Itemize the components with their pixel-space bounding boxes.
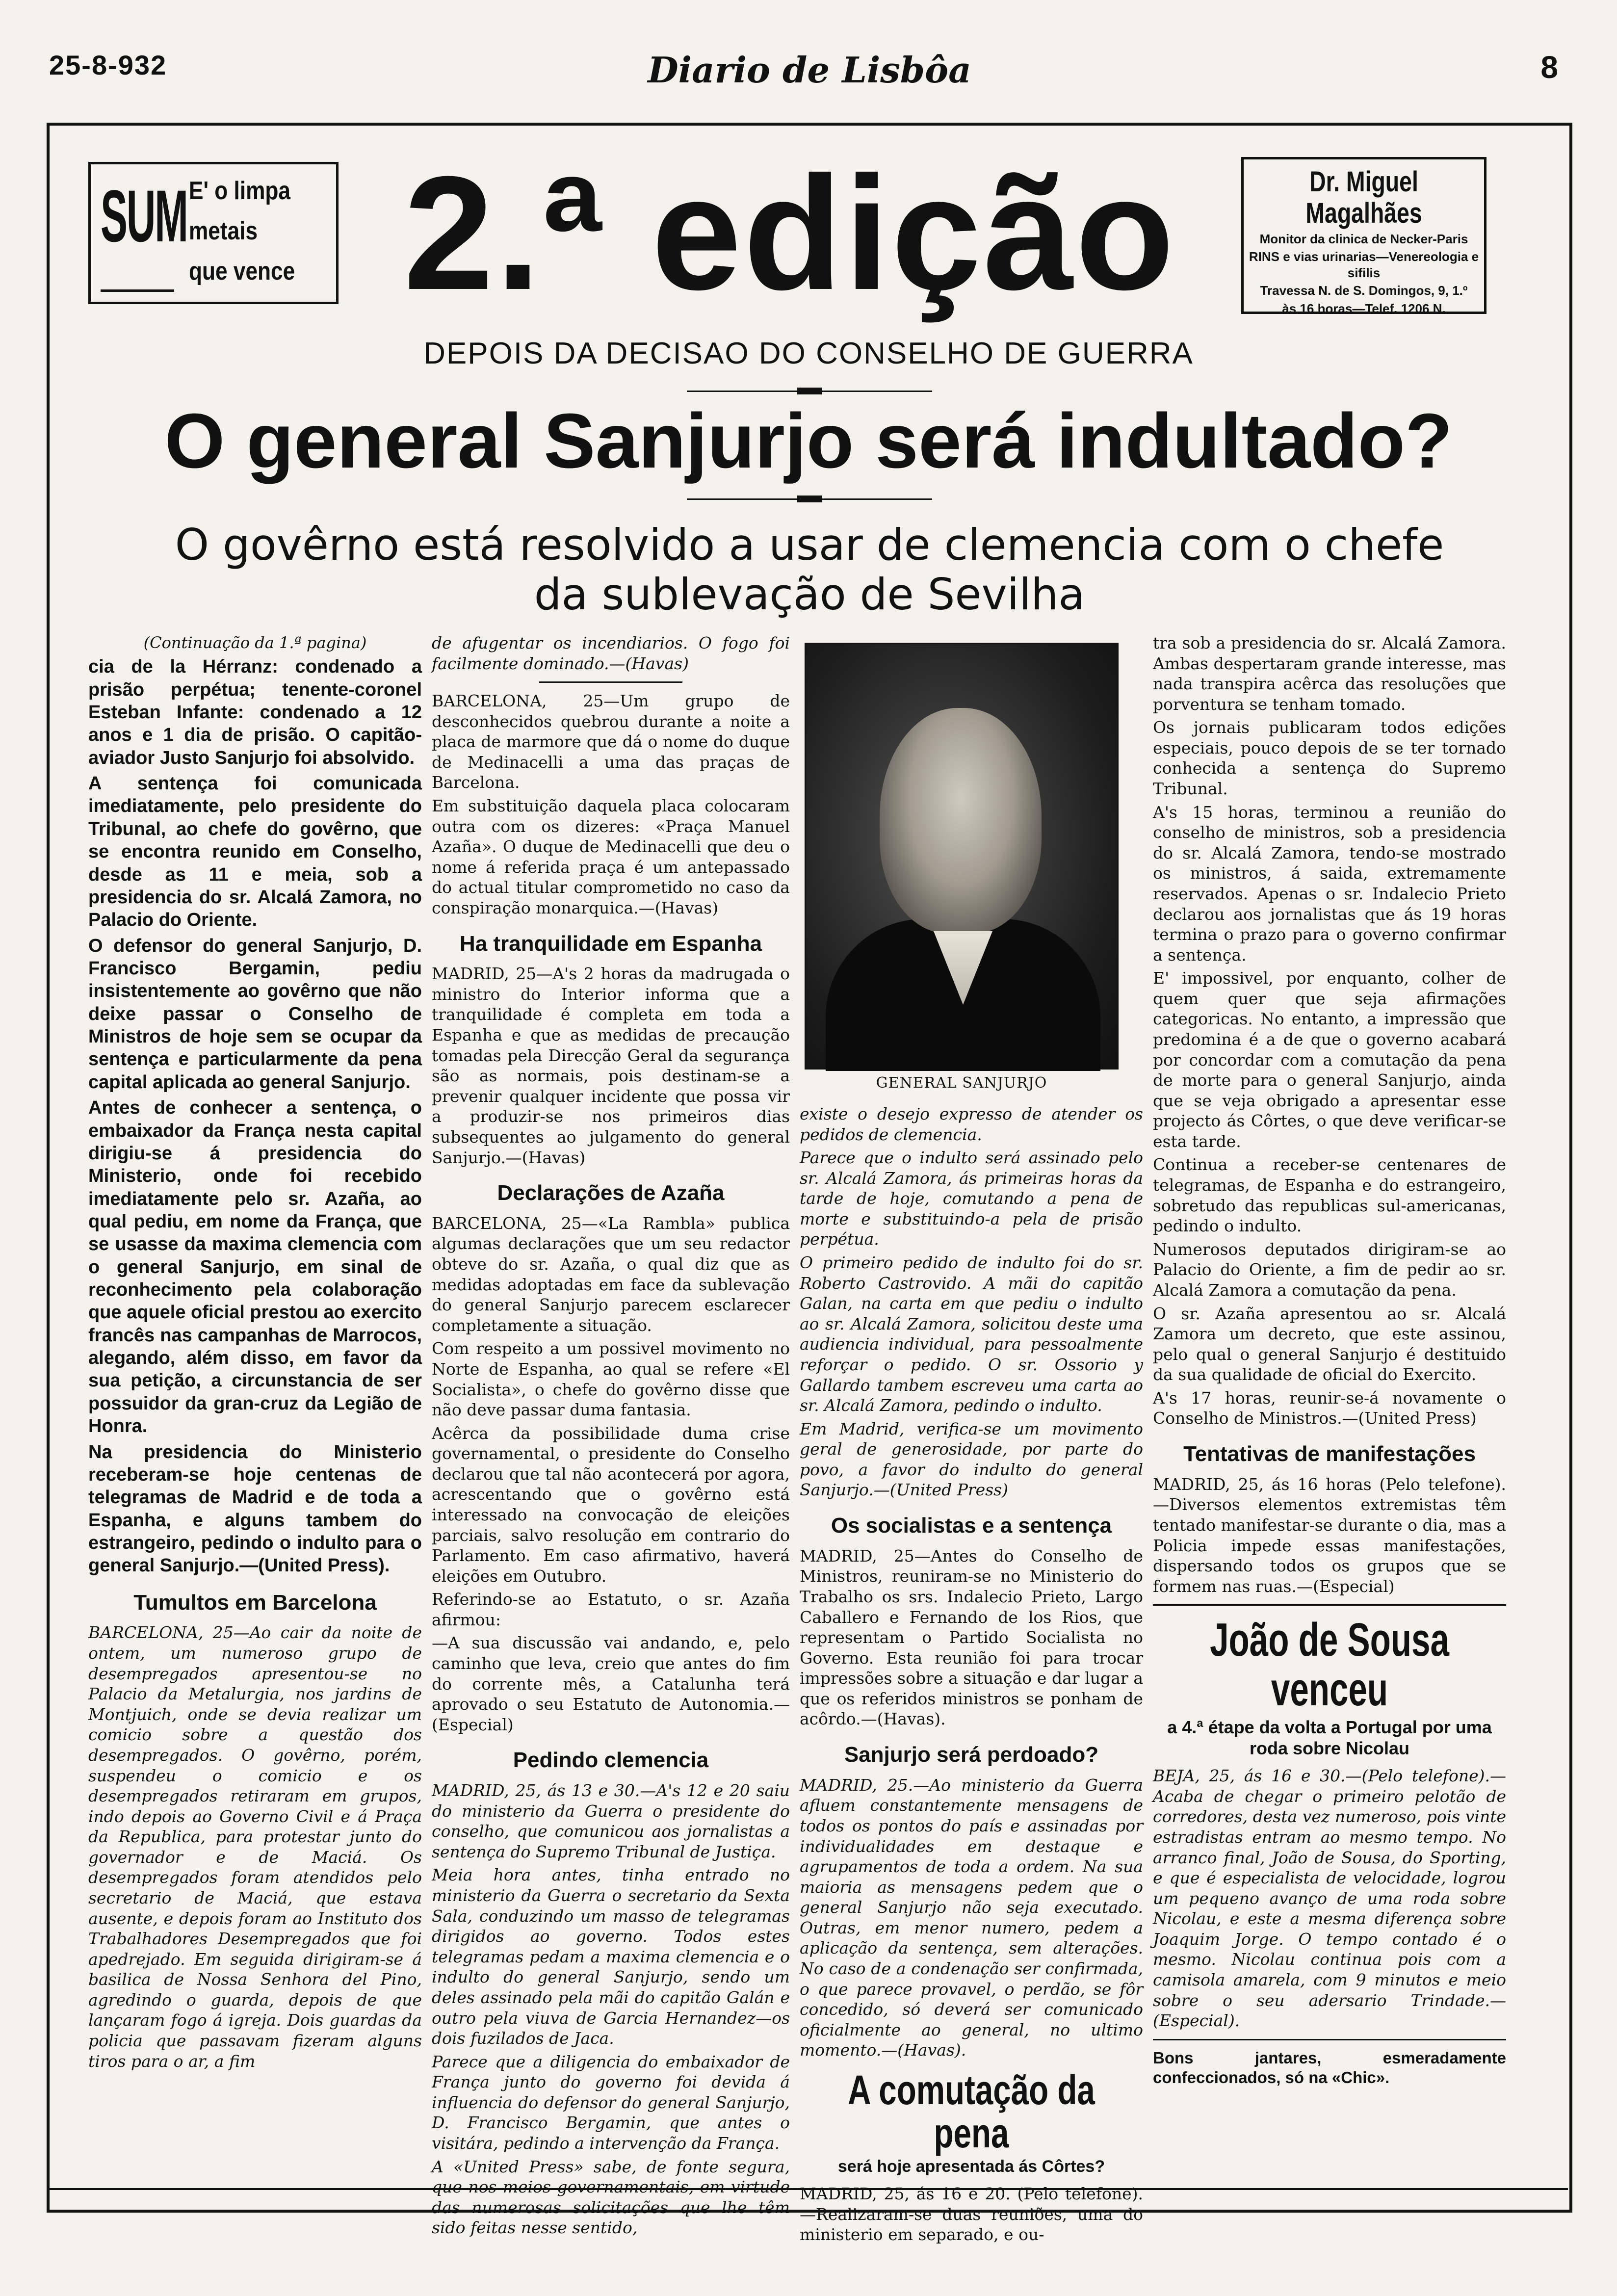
doctor-advert-line3: Travessa N. de S. Domingos, 9, 1.º <box>1260 283 1468 298</box>
column-3 <box>800 1104 1143 2248</box>
sum-advert <box>88 162 339 304</box>
continuation-note: (Continuação da 1.ª pagina) <box>143 633 367 652</box>
article-paragraph: de afugentar os incendiarios. O fogo foi facilmente dominado.—(Havas) <box>432 633 790 673</box>
article-paragraph: A's 17 horas, reunir-se-á novamente o Conselho de Ministros.—(United Press) <box>1153 1388 1506 1428</box>
article-paragraph: —A sua discussão vai andando, e, pelo caminho que leva, creio que antes do fim do corrente mês, a Catalunha terá aprovado o seu Estatuto de Autonomia.—(Especial) <box>432 1633 790 1734</box>
section-heading: Tumultos em Barcelona <box>133 1590 377 1615</box>
sum-advert-line2: metais <box>189 217 258 245</box>
article-paragraph: Parece que a diligencia do embaixador de França junto do governo foi devida á influencia do defensor do general Sanjurjo, D. Francisco Bergamin, que antes o visitára, pedindo a intervenção da França. <box>432 2052 790 2153</box>
sum-advert-line3: que vence <box>189 257 295 286</box>
issue-date: 25-8-932 <box>49 50 167 80</box>
column-4 <box>1153 633 1506 2090</box>
divider <box>1153 1604 1506 1606</box>
subheadline: O govêrno está resolvido a usar de clemencia com o chefe da sublevação de Sevilha <box>175 520 1444 620</box>
article-paragraph: MADRID, 25.—Ao ministerio da Guerra afluem constantemente mensagens de todos os pontos do país e assinadas por individualidades em destaque e agrupamentos de toda a ordem. Na sua maioria as mensagens pedem que o general Sanjurjo não seja executado. Outras, em menor numero, pedem a aplicação da sentença, sem alterações. No caso de a condenação ser confirmada, o que parece provavel, o perdão, se fôr concedido, só deverá ser comunicado oficialmente ao general, no ultimo momento.—(Havas). <box>800 1775 1143 2060</box>
portrait-face <box>880 708 1042 934</box>
article-paragraph: Com respeito a um possivel movimento no Norte de Espanha, ao qual se refere «El Socialista», o chefe do govêrno disse que não deve passar duma fantasia. <box>432 1339 790 1420</box>
article-paragraph: Em Madrid, verifica-se um movimento geral de generosidade, por parte do povo, a favor do indulto do general Sanjurjo.—(United Press) <box>800 1419 1143 1500</box>
article-paragraph: Parece que o indulto será assinado pelo sr. Alcalá Zamora, ás primeiras horas da tarde de hoje, comutando a pena de morte e substituindo-a pela de prisão perpétua. <box>800 1148 1143 1249</box>
column-2 <box>432 633 790 2241</box>
edition-banner: 2.ª edição <box>403 142 1176 323</box>
article-paragraph: MADRID, 25—Antes do Conselho de Ministros, reuniram-se no Ministerio do Trabalho os srs. Indalecio Prieto, Largo Caballero e Fernando de los Rios, que representam o Partido Socialista no Governo. Esta reunião foi para trocar impressões sobre a situação e dar lugar a que os referidos ministros se ponham de acôrdo.—(Havas). <box>800 1546 1143 1729</box>
article-paragraph: O defensor do general Sanjurjo, D. Francisco Bergamin, pediu insistentemente ao govêrno que não deixe passar o Conselho de Ministros de hoje sem se ocupar da sentença e particularmente da pena capital aplicada ao general Sanjurjo. <box>88 935 422 1093</box>
section-heading: Ha tranquilidade em Espanha <box>459 931 762 956</box>
article-paragraph: O sr. Azaña apresentou ao sr. Alcalá Zamora um decreto, que este assinou, pelo qual o general Sanjurjo é destituido da sua qualidade de oficial do Exercito. <box>1153 1304 1506 1384</box>
article-paragraph: BARCELONA, 25—Ao cair da noite de ontem, um numeroso grupo de desempregados apresentou-se no Palacio da Metalurgia, nos jardins de Montjuich, onde se devia realizar um comicio sobre a questão dos desempregados. O govêrno, porém, suspendeu o comicio e os desempregados retiraram em grupos, indo depois ao Governo Civil e á Praça da Republica, para protestar junto do governador e de Maciá. Os desempregados foram atendidos pelo secretario de Maciá, que estava ausente, e depois foram ao Instituto dos Trabalhadores Desempregados que foi apedrejado. Em seguida dirigiram-se á basilica de Nossa Senhora del Pino, agredindo o guarda, depois de que lançaram fogo á igreja. Dois guardas da policia que passavam fizeram alguns tiros para o ar, a fim <box>88 1623 422 2071</box>
main-headline: O general Sanjurjo será indultado? <box>164 398 1453 484</box>
section-heading: Os socialistas e a sentença <box>831 1513 1112 1538</box>
divider <box>1153 2039 1506 2040</box>
sum-advert-line1: E' o limpa <box>189 177 291 205</box>
section-heading: Tentativas de manifestações <box>1183 1441 1476 1466</box>
section-heading: Pedindo clemencia <box>513 1748 709 1773</box>
bottom-rule <box>49 2188 1568 2190</box>
article-paragraph: tra sob a presidencia do sr. Alcalá Zamora. Ambas despertaram grande interesse, mas nada transpira acêrca das resoluções que porventura se tenham tomado. <box>1153 633 1506 714</box>
doctor-advert-line2: RINS e vias urinarias—Venereologia e sifilis <box>1249 249 1479 280</box>
article-paragraph: MADRID, 25, ás 16 horas (Pelo telefone).—Diversos elementos extremistas têm tentado manifestar-se durante o dia, mas a Policia impede essas manifestações, dispersando todos os grupos que se formem nas ruas.—(Especial) <box>1153 1474 1506 1596</box>
doctor-advert-line4: às 16 horas—Telef. 1206 N. <box>1282 301 1446 316</box>
section-subheading: será hoje apresentada ás Côrtes? <box>837 2157 1105 2176</box>
article-paragraph: MADRID, 25—A's 2 horas da madrugada o ministro do Interior informa que a tranquilidade é completa em toda a Espanha e que as medidas de precaução tomadas pela Direcção Geral da segurança são as normais, pois destinam-se a prevenir qualquer incidente que possa vir a produzir-se nos primeiros dias subsequentes ao julgamento do general Sanjurjo.—(Havas) <box>432 964 790 1167</box>
section-heading: Declarações de Azaña <box>497 1181 725 1205</box>
article-paragraph: BARCELONA, 25—Um grupo de desconhecidos quebrou durante a noite a placa de marmore que dá o nome do duque de Medinacelli a uma das praças de Barcelona. <box>432 691 790 792</box>
article-paragraph: A «United Press» sabe, de fonte segura, que nos meios governamentais, em virtude das numerosas solicitações que lhe têm sido feitas nesse sentido, <box>432 2157 790 2238</box>
article-paragraph: Meia hora antes, tinha entrado no ministerio da Guerra o secretario da Sexta Sala, conduzindo um masso de telegramas dirigidos ao governo. Todos estes telegramas pedam a maxima clemencia e o indulto do general Sanjurjo, sendo um deles assinado pela mãi do capitão Galán e outro pela viuva de Garcia Hernandez—os dois fuzilados de Jaca. <box>432 1865 790 2048</box>
article-paragraph: BARCELONA, 25—«La Rambla» publica algumas declarações que um seu redactor obteve do sr. Azaña, o qual diz que as medidas adoptadas em face da sublevação do general Sanjurjo parecem esclarecer completamente a situação. <box>432 1213 790 1335</box>
article-paragraph: existe o desejo expresso de atender os pedidos de clemencia. <box>800 1104 1143 1144</box>
kicker-line: DEPOIS DA DECISAO DO CONSELHO DE GUERRA <box>423 337 1194 370</box>
article-paragraph: O primeiro pedido de indulto foi do sr. Roberto Castrovido. A mãi do capitão Galan, na carta em que pediu o indulto ao sr. Alcalá Zamora, solicitou deste uma audiencia individual, para pessoalmente reforçar o pedido. O sr. Ossorio y Gallardo tambem escreveu uma carta ao sr. Alcalá Zamora, pedindo o indulto. <box>800 1253 1143 1415</box>
portrait-photo <box>805 643 1119 1070</box>
article-paragraph: Acêrca da possibilidade duma crise governamental, o presidente do Conselho declarou que tal não acontecerá por agora, acrescentando que o govêrno está interessado na convocação de eleições parciais, salvo resolução em contrario do Parlamento. Em caso afirmativo, haverá eleições em Outubro. <box>432 1423 790 1586</box>
article-paragraph: MADRID, 25, ás 13 e 30.—A's 12 e 20 saiu do ministerio da Guerra o presidente do conselho, que comunicou aos jornalistas a sentença do Supremo Tribunal de Justiça. <box>432 1781 790 1861</box>
article-paragraph: cia de la Hérranz: condenado a prisão perpétua; tenente-coronel Esteban Infante: condenado a 12 anos e 1 dia de prisão. O capitão-aviador Justo Sanjurjo foi absolvido. <box>88 656 422 768</box>
article-paragraph: Referindo-se ao Estatuto, o sr. Azaña afirmou: <box>432 1590 790 1629</box>
section-heading-large: A comutação da pena <box>848 2066 1095 2157</box>
sum-advert-word: SUM <box>101 175 187 257</box>
article-paragraph: A sentença foi comunicada imediatamente, pelo presidente do Tribunal, ao chefe do govêrno, que se encontra reunido em Conselho, desde as 11 e meia, sob a presidencia do sr. Alcalá Zamora, no Palacio do Oriente. <box>88 773 422 931</box>
article-paragraph: Antes de conhecer a sentença, o embaixador da França nesta capital dirigiu-se á presidencia do Ministerio, onde foi recebido imediatamente pelo sr. Azaña, ao qual pediu, em nome da França, que se usasse da maxima clemencia com o general Sanjurjo, em sinal de reconhecimento pela colaboração que aquele oficial prestou ao exercito francês nas campanhas de Marrocos, alegando, além disso, em favor da sua petição, a circunstancia de ser possuidor da gran-cruz da Legião de Honra. <box>88 1097 422 1437</box>
article-paragraph: MADRID, 25, ás 16 e 20. (Pelo telefone).—Realizaram-se duas reuniões, uma do ministerio em separado, e ou- <box>800 2184 1143 2244</box>
divider <box>539 681 682 683</box>
doctor-advert-line1: Monitor da clinica de Necker-Paris <box>1259 231 1468 246</box>
section-heading: Sanjurjo será perdoado? <box>844 1742 1099 1767</box>
section-heading-large: João de Sousa venceu <box>1210 1614 1449 1716</box>
doctor-advert <box>1241 157 1487 314</box>
article-paragraph: Numerosos deputados dirigiram-se ao Palacio do Oriente, a fim de pedir ao sr. Alcalá Zamora a comutação da pena. <box>1153 1239 1506 1300</box>
article-paragraph: E' impossivel, por enquanto, colher de quem quer que seja afirmações categoricas. No entanto, a impressão que predomina é a de que o governo acabará por concordar com a comutação da pena de morte para o general Sanjurjo, ainda que se veja obrigado a apresentar esse projecto ás Côrtes, o que deve verificar-se esta tarde. <box>1153 968 1506 1151</box>
chic-advert: Bons jantares, esmeradamente confeccionados, só na «Chic». <box>1153 2048 1506 2087</box>
sum-advert-rule <box>101 289 174 292</box>
article-paragraph: BEJA, 25, ás 16 e 30.—(Pelo telefone).—Acaba de chegar o primeiro pelotão de corredores, desta vez numeroso, pois vinte estradistas entram ao mesmo tempo. No arranco final, João de Sousa, do Sporting, e que é especialista de velocidade, logrou um pequeno avanço de uma roda sobre Nicolau, e este a mesma diferença sobre Joaquim Jorge. O tempo contado é o mesmo. Nicolau continua pois com a camisola amarela, com 9 minutos e meio sobre o seu adersario Trindade.—(Especial). <box>1153 1766 1506 2031</box>
ornament-divider <box>687 388 932 394</box>
section-subheading: a 4.ª étape da volta a Portugal por uma roda sobre Nicolau <box>1167 1717 1492 1759</box>
photo-caption: GENERAL SANJURJO <box>876 1074 1047 1092</box>
article-paragraph: Os jornais publicaram todos edições especiais, pouco depois de se ter tornado conhecida a sentença do Supremo Tribunal. <box>1153 718 1506 799</box>
ornament-divider <box>687 496 932 502</box>
page-number: 8 <box>1540 50 1558 85</box>
article-paragraph: Continua a receber-se centenares de telegramas, de Espanha e do estrangeiro, sobretudo das republicas sul-americanas, pedindo o indulto. <box>1153 1155 1506 1236</box>
article-paragraph: A's 15 horas, terminou a reunião do conselho de ministros, sob a presidencia do sr. Alcalá Zamora, tendo-se mostrado os ministros, á saida, extremamente reservados. Apenas o sr. Indalecio Prieto declarou aos jornalistas que ás 19 horas termina o prazo para o governo confirmar a sentença. <box>1153 802 1506 965</box>
doctor-advert-name: Dr. Miguel Magalhães <box>1305 166 1422 229</box>
article-paragraph: Em substituição daquela placa colocaram outra com os dizeres: «Praça Manuel Azaña». O duque de Medinacelli que deu o nome á referida praça é um antepassado do actual titular comprometido no caso da conspiração monarquica.—(Havas) <box>432 796 790 917</box>
column-1 <box>88 633 422 2074</box>
masthead: Diario de Lisbôa <box>648 49 971 91</box>
article-paragraph: Na presidencia do Ministerio receberam-se hoje centenas de telegramas de Madrid e de toda a Espanha, e alguns tambem do estrangeiro, pedindo o indulto para o general Sanjurjo.—(United Press). <box>88 1441 422 1576</box>
